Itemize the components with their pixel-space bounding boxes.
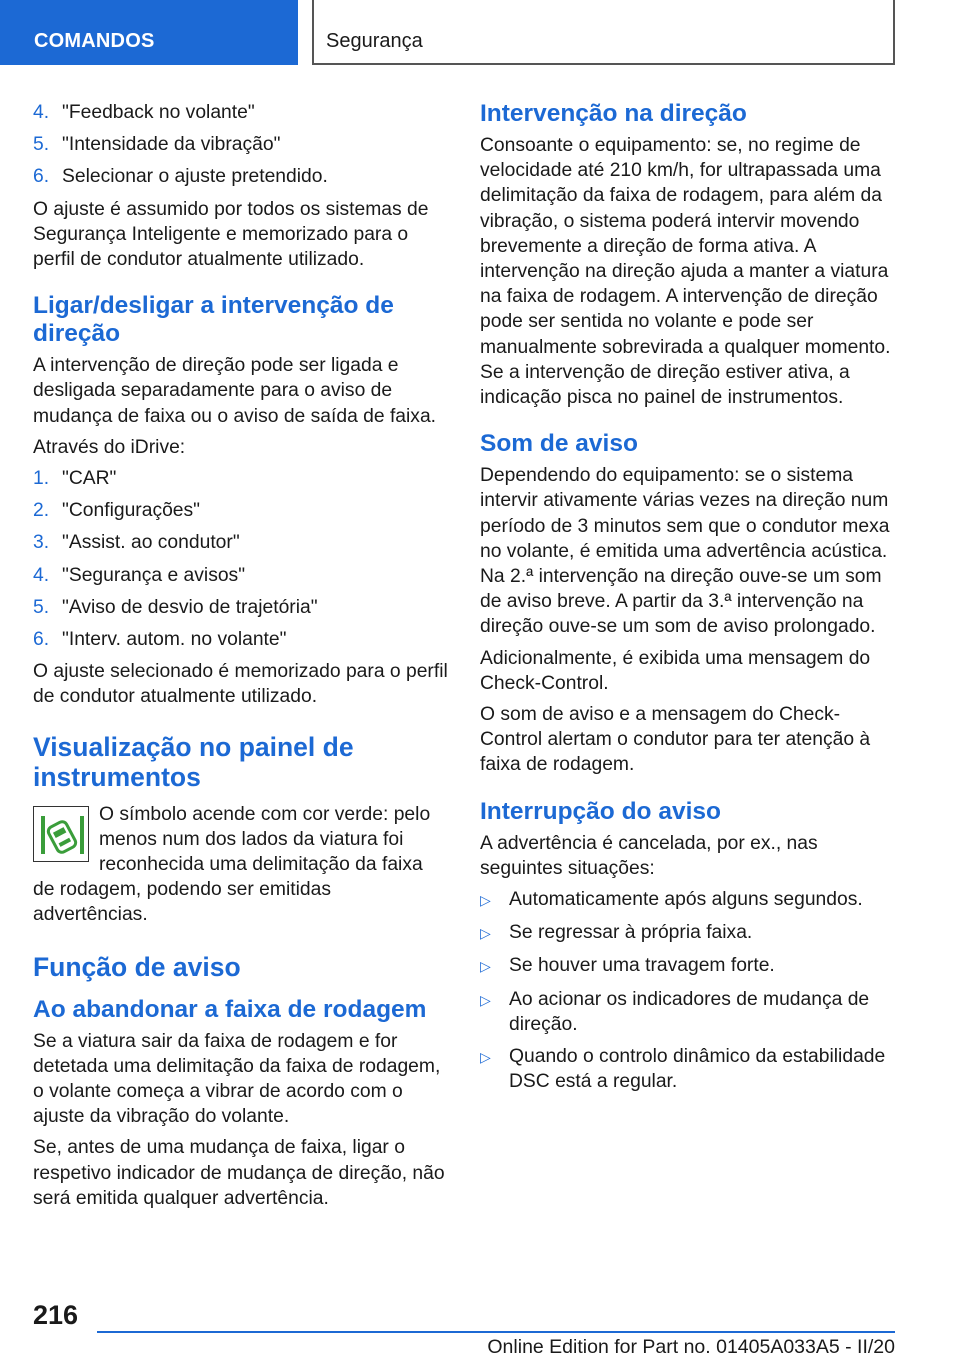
heading-funcao-aviso: Função de aviso — [33, 951, 241, 982]
bullet-text: Se regressar à própria faixa. — [509, 922, 753, 944]
step-number: 4. — [33, 564, 50, 586]
step-number: 1. — [33, 468, 50, 490]
triangle-right-icon: ▷ — [480, 892, 491, 909]
step-number: 2. — [33, 500, 50, 522]
bullet-text: Quando o controlo dinâmico da estabilidade DSC está a regular. — [509, 1046, 886, 1093]
list-item — [480, 887, 895, 913]
heading-interrupcao-aviso: Interrupção do aviso — [480, 797, 721, 825]
heading-abandonar-faixa: Ao abandonar a faixa de rodagem — [33, 995, 427, 1023]
list-item — [33, 530, 448, 555]
paragraph: O som de aviso e a mensagem do Check-Control alertam o condutor para ter atenção à faixa de rodagem. — [480, 704, 871, 776]
triangle-right-icon: ▷ — [480, 925, 491, 942]
left-column — [33, 100, 448, 1217]
steps-list-2 — [33, 466, 448, 652]
lane-departure-warning-icon — [33, 806, 89, 862]
step-text: Selecionar o ajuste pretendido. — [62, 166, 328, 188]
triangle-right-icon: ▷ — [480, 991, 491, 1008]
step-number: 6. — [33, 166, 50, 188]
list-item — [33, 595, 448, 620]
step-text: "Feedback no volante" — [62, 102, 255, 123]
paragraph: Se a viatura sair da faixa de rodagem e for detetada uma delimitação da faixa de rodagem, o volante começa a vibrar de acordo com o ajuste da vibração do volante. — [33, 1030, 441, 1128]
paragraph: O ajuste é assumido por todos os sistemas de Segurança Inteligente e memorizado para o perfil de condutor atualmente utilizado. — [33, 198, 429, 271]
step-number: 6. — [33, 629, 50, 651]
step-text: "CAR" — [62, 468, 117, 490]
heading-ligar-desligar: Ligar/desligar a intervenção de direção — [33, 292, 394, 348]
step-number: 3. — [33, 532, 50, 554]
step-text: "Intensidade da vibração" — [62, 134, 281, 156]
list-item — [33, 498, 448, 523]
list-item — [480, 953, 895, 979]
heading-som-aviso: Som de aviso — [480, 430, 638, 458]
list-item — [33, 164, 448, 189]
footer-divider — [97, 1331, 895, 1333]
paragraph: Se, antes de uma mudança de faixa, ligar o respetivo indicador de mudança de direção, não será emitida qualquer advertência. — [33, 1137, 445, 1209]
step-number: 5. — [33, 596, 50, 618]
paragraph: O ajuste selecionado é memorizado para o perfil de condutor atualmente utilizado. — [33, 661, 448, 708]
bullet-list — [480, 887, 895, 1094]
paragraph: A intervenção de direção pode ser ligada e desligada separadamente para o aviso de mudança de faixa ou o aviso de saída de faixa. — [33, 355, 437, 427]
list-item — [480, 920, 895, 946]
step-text: "Assist. ao condutor" — [62, 532, 240, 554]
paragraph: Consoante o equipamento: se, no regime de velocidade até 210 km/h, for ultrapassada uma delimitação da faixa de rodagem, para além da vibração, o sistema poderá intervir movendo brevemente a direção de forma ativa. A intervenção na direção ajuda a manter a viatura na faixa de rodagem. A intervenção de direção pode ser sentida no volante e pode ser manualmente sobrevirada a qualquer momento. Se a intervenção de direção estiver ativa, a indicação pisca no painel de instrumentos. — [480, 135, 891, 409]
step-number: 5. — [33, 134, 50, 156]
step-text: "Aviso de desvio de trajetória" — [62, 596, 318, 618]
step-number: 4. — [33, 102, 50, 123]
list-item — [480, 987, 895, 1037]
triangle-right-icon: ▷ — [480, 958, 491, 975]
step-text: "Segurança e avisos" — [62, 564, 246, 586]
chapter-tab: COMANDOS — [0, 0, 298, 65]
edition-note: Online Edition for Part no. 01405A033A5 - II/20 — [487, 1336, 895, 1358]
paragraph: O símbolo acende com cor verde: pelo menos num dos lados da viatura foi reconhecida uma delimitação da faixa de rodagem, podendo ser emitidas advertências. — [33, 803, 431, 926]
bullet-text: Se houver uma travagem forte. — [509, 955, 775, 977]
steps-list-1 — [33, 100, 448, 190]
list-item — [33, 132, 448, 157]
heading-visualizacao: Visualização no painel de instrumentos — [33, 731, 354, 792]
right-column — [480, 100, 895, 1102]
list-item — [33, 100, 448, 125]
paragraph: Adicionalmente, é exibida uma mensagem do Check-Control. — [480, 647, 871, 694]
step-text: "Interv. autom. no volante" — [62, 629, 287, 651]
list-item — [33, 466, 448, 491]
bullet-text: Ao acionar os indicadores de mudança de direção. — [509, 988, 870, 1035]
page-number: 216 — [33, 1300, 79, 1330]
bullet-text: Automaticamente após alguns segundos. — [509, 889, 863, 911]
section-title: Segurança — [312, 0, 895, 65]
symbol-block — [33, 802, 448, 928]
triangle-right-icon: ▷ — [480, 1049, 491, 1066]
paragraph: A advertência é cancelada, por ex., nas seguintes situações: — [480, 832, 818, 879]
list-item — [33, 563, 448, 588]
paragraph: Através do iDrive: — [33, 436, 186, 458]
list-item — [33, 627, 448, 652]
heading-intervencao-direcao: Intervenção na direção — [480, 100, 747, 127]
list-item — [480, 1044, 895, 1094]
step-text: "Configurações" — [62, 500, 201, 522]
paragraph: Dependendo do equipamento: se o sistema intervir ativamente várias vezes na direção num período de 3 minutos sem que o condutor mexa no volante, é emitida uma advertência acústica. Na 2.ª intervenção na direção ouve-se um som de aviso breve. A partir da 3.ª intervenção na direção ouve-se um som de aviso prolongado. — [480, 465, 890, 638]
